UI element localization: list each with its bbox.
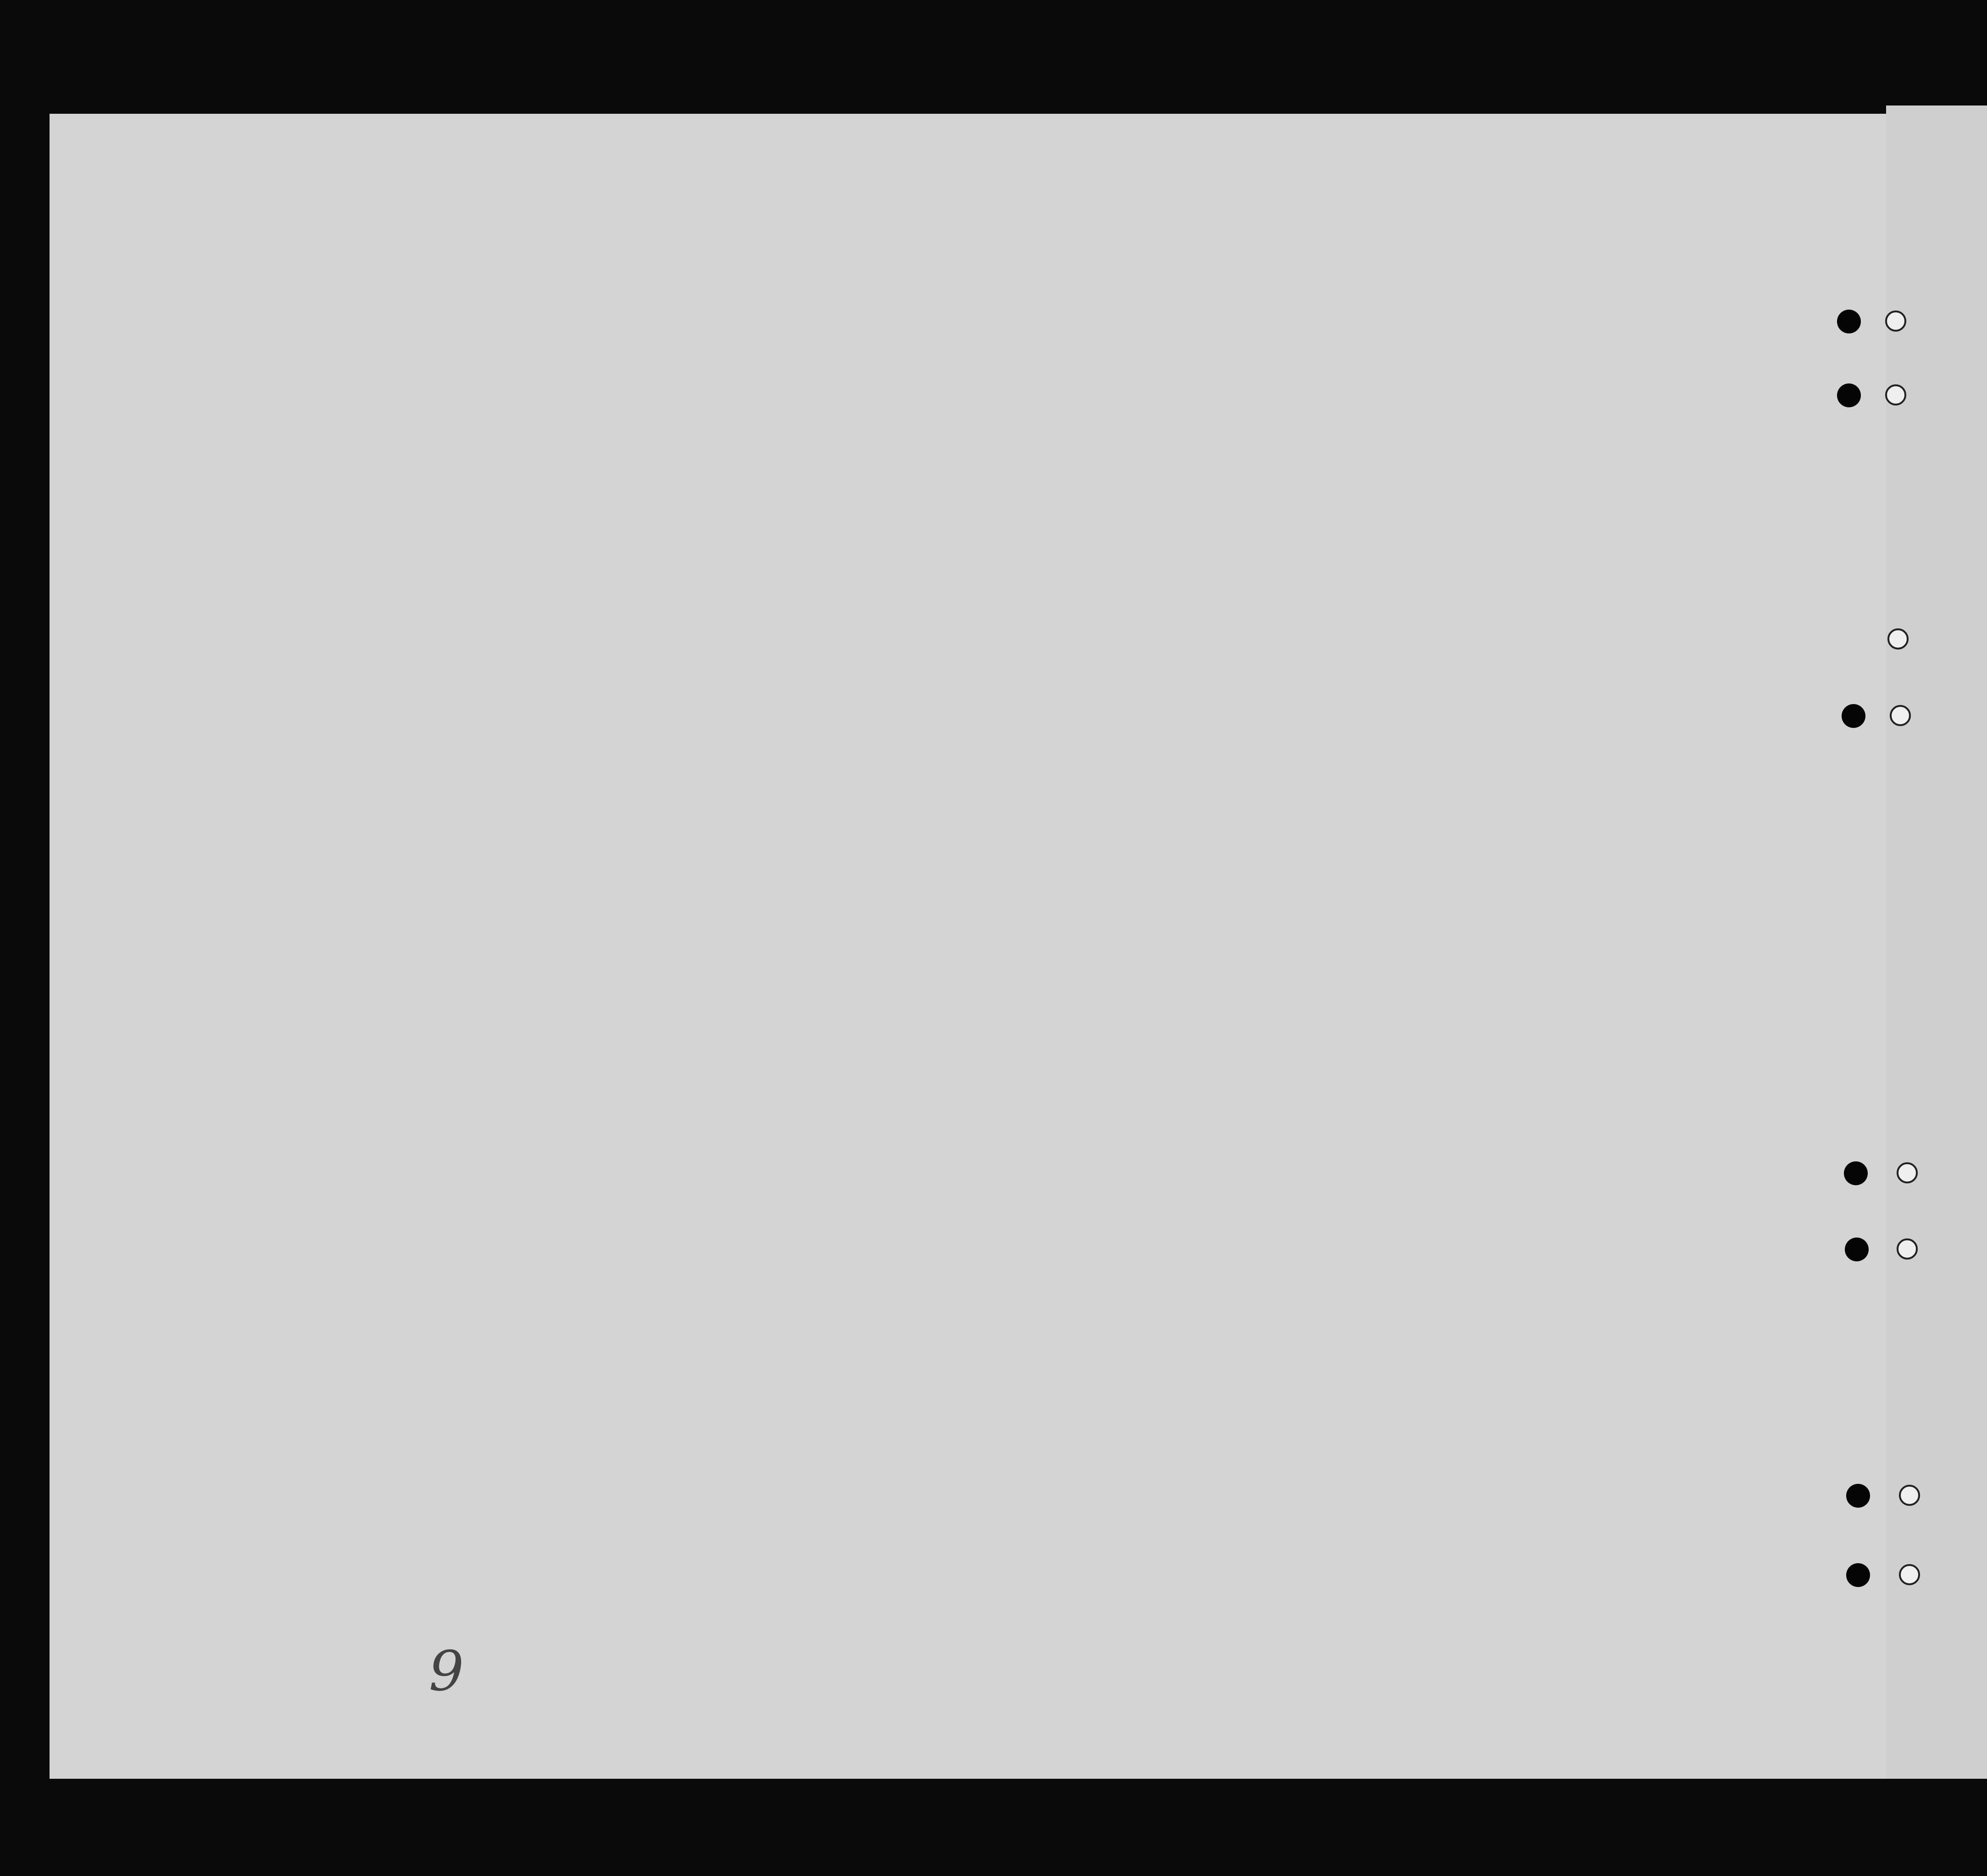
binder-hole-ring [1899,1564,1920,1585]
binder-hole-ring [1890,705,1911,726]
binder-hole-ring [1897,1162,1918,1183]
binder-hole-ring [1885,384,1906,405]
binder-hole [1844,1161,1868,1185]
binder-hole [1845,1238,1869,1261]
binder-hole-ring [1885,311,1906,332]
binder-hole [1837,383,1861,407]
binder-hole-ring [1897,1238,1918,1260]
binder-hole-ring [1899,1485,1920,1506]
binder-hole [1837,310,1861,333]
binder-hole [1842,704,1865,728]
total-passengers-mark: 9 [429,1640,464,1704]
binder-hole [1846,1484,1870,1508]
binder-hole-ring [1887,628,1909,649]
binder-hole [1846,1563,1870,1587]
